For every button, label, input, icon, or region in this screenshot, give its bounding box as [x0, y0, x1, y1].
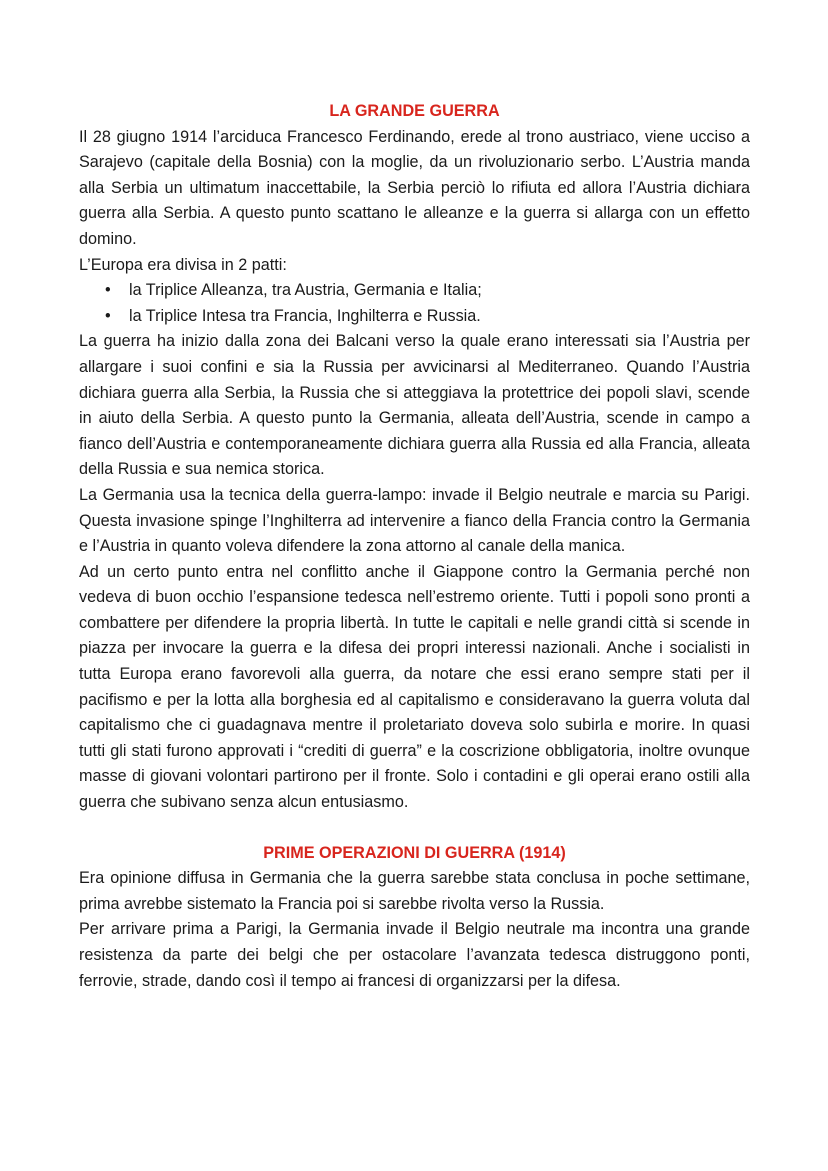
paragraph-german-opinion: Era opinione diffusa in Germania che la guerra sarebbe stata conclusa in poche settimane, prima avrebbe sistemato la Francia poi si sarebbe rivolta verso la Russia.: [79, 869, 750, 913]
paragraph-belgium-resistance: Per arrivare prima a Parigi, la Germania invade il Belgio neutrale ma incontra una grande resistenza da parte dei belgi che per ostacolare l’avanzata tedesca distruggono ponti, ferrovie, strade, dando così il tempo ai francesi di organizzarsi per la difesa.: [79, 920, 750, 990]
list-item-text: la Triplice Alleanza, tra Austria, Germania e Italia;: [129, 281, 482, 300]
bullet-icon: •: [105, 306, 111, 325]
list-item: [79, 278, 750, 304]
alliances-list: [79, 278, 750, 329]
bullet-icon: •: [105, 281, 111, 300]
paragraph-europe-divided: L’Europa era divisa in 2 patti:: [79, 255, 287, 274]
paragraph-japan-socialists: Ad un certo punto entra nel conflitto anche il Giappone contro la Germania perché non vedeva di buon occhio l’espansione tedesca nell’estremo oriente. Tutti i popoli sono pronti a combattere per difendere la propria libertà. In tutte le capitali e nelle grandi città si scende in piazza per invocare la guerra e la difesa dei propri interessi nazionali. Anche i socialisti in tutta Europa erano favorevoli alla guerra, da notare che essi erano sempre stati per il pacifismo e per la lotta alla borghesia ed al capitalismo e consideravano la guerra voluta dal capitalismo che ci guadagnava mentre il proletariato doveva solo subirla e morire. In quasi tutti gli stati furono approvati i “crediti di guerra” e la coscrizione obbligatoria, inoltre ovunque masse di giovani volontari partirono per il fronte. Solo i contadini e gli operai erano ostili alla guerra che subivano senza alcun entusiasmo.: [79, 562, 750, 812]
list-item: [79, 304, 750, 330]
section-title-prime-operazioni: PRIME OPERAZIONI DI GUERRA (1914): [263, 843, 566, 862]
paragraph-assassination: Il 28 giugno 1914 l’arciduca Francesco Ferdinando, erede al trono austriaco, viene ucciso a Sarajevo (capitale della Bosnia) con la moglie, da un rivoluzionario serbo. L’Austria manda alla Serbia un ultimatum inaccettabile, la Serbia perciò lo rifiuta ed allora l’Austria dichiara guerra alla Serbia. A questo punto scattano le alleanze e la guerra si allarga con un effetto domino.: [79, 127, 750, 248]
document-page: [79, 99, 750, 994]
paragraph-balkans: La guerra ha inizio dalla zona dei Balcani verso la quale erano interessati sia l’Austria per allargare i suoi confini e sia la Russia per avvicinarsi al Mediterraneo. Quando l’Austria dichiara guerra alla Serbia, la Russia che si atteggiava la protettrice dei popoli slavi, scende in aiuto della Serbia. A questo punto la Germania, alleata dell’Austria, scende in campo a fianco dell’Austria e contemporaneamente dichiara guerra alla Russia ed alla Francia, alleata della Russia e sua nemica storica.: [79, 332, 750, 479]
paragraph-blitzkrieg: La Germania usa la tecnica della guerra-lampo: invade il Belgio neutrale e marcia su Parigi. Questa invasione spinge l’Inghilterra ad intervenire a fianco della Francia contro la Germania e l’Austria in quanto voleva difendere la zona attorno al canale della manica.: [79, 485, 750, 556]
list-item-text: la Triplice Intesa tra Francia, Inghilterra e Russia.: [129, 306, 481, 325]
section-title-la-grande-guerra: LA GRANDE GUERRA: [329, 102, 500, 120]
